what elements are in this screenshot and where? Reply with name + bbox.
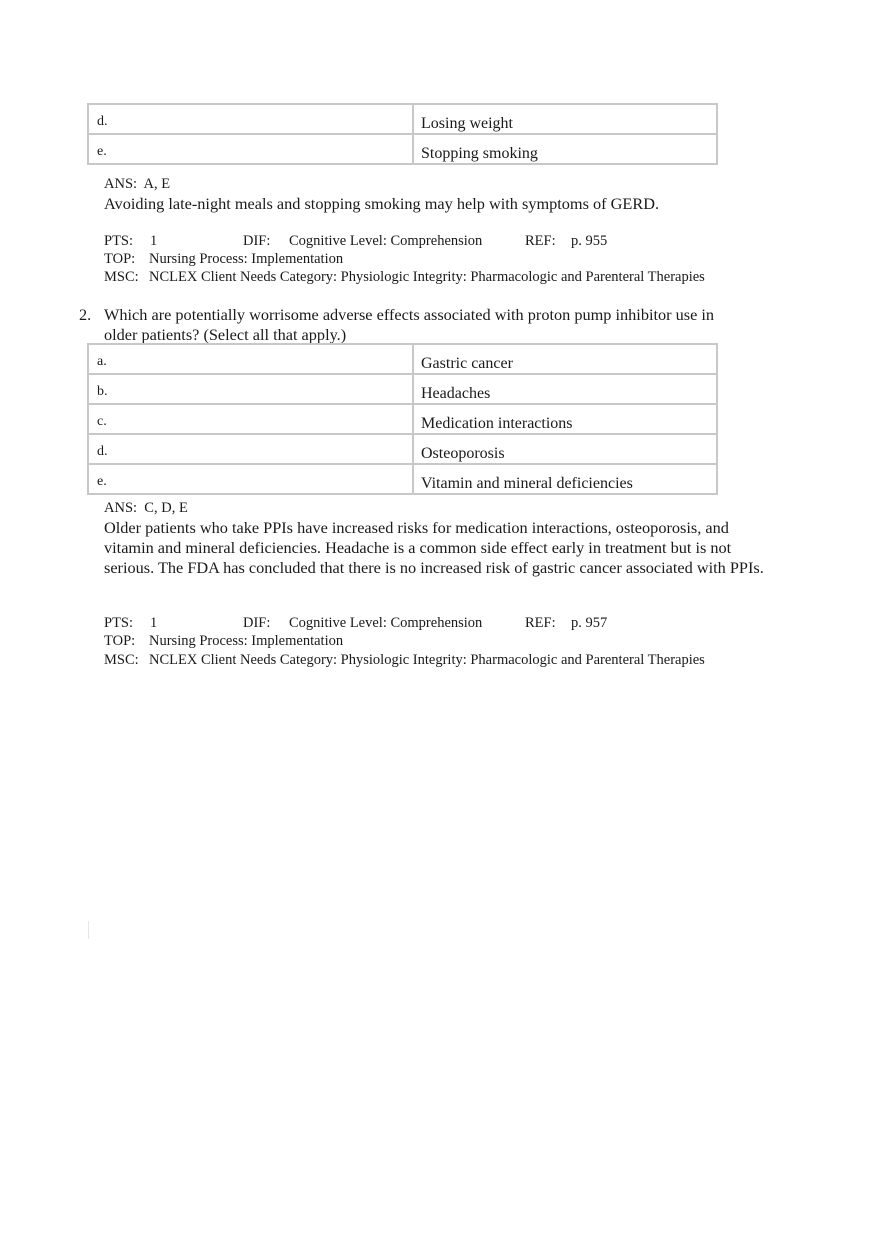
- option-row: [88, 374, 717, 404]
- option-row: [88, 344, 717, 374]
- option-text: Vitamin and mineral deficiencies: [413, 464, 717, 494]
- option-letter: c.: [88, 404, 413, 434]
- option-row: [88, 404, 717, 434]
- msc-label: MSC:: [104, 269, 139, 285]
- q2-options-table: [87, 343, 718, 495]
- ref-value: p. 955: [571, 233, 608, 249]
- ref-label: REF:: [525, 233, 556, 249]
- answer-value: A, E: [143, 176, 171, 192]
- option-letter: e.: [88, 464, 413, 494]
- option-text: Losing weight: [413, 104, 717, 134]
- q1-answer: [104, 176, 170, 193]
- faint-divider-line: [88, 921, 89, 939]
- option-text: Medication interactions: [413, 404, 717, 434]
- pts-value: 1: [150, 615, 158, 631]
- option-text: Stopping smoking: [413, 134, 717, 164]
- q2-number: 2.: [79, 305, 92, 324]
- option-letter: a.: [88, 344, 413, 374]
- q2-answer: [104, 500, 188, 517]
- dif-value: Cognitive Level: Comprehension: [289, 615, 483, 631]
- msc-label: MSC:: [104, 652, 139, 668]
- option-row: [88, 104, 717, 134]
- q1-options-table: [87, 103, 718, 165]
- option-text: Osteoporosis: [413, 434, 717, 464]
- pts-label: PTS:: [104, 233, 134, 249]
- option-letter: b.: [88, 374, 413, 404]
- top-label: TOP:: [104, 251, 136, 267]
- q1-meta-line1: [104, 233, 607, 250]
- q2-stem-line1: Which are potentially worrisome adverse effects associated with proton pump inhibitor use in: [104, 305, 715, 324]
- dif-value: Cognitive Level: Comprehension: [289, 233, 483, 249]
- q1-meta-top: [104, 251, 343, 268]
- q2-rationale: Older patients who take PPIs have increased risks for medication interactions, osteoporosis, and vitamin and mineral deficiencies. Headache is a common side effect early in treatment but is not serious. The FDA has concluded that there is no increased risk of gastric cancer associated with PPIs.: [104, 518, 764, 577]
- dif-label: DIF:: [243, 233, 271, 249]
- top-label: TOP:: [104, 633, 136, 649]
- answer-label: ANS:: [104, 176, 138, 192]
- option-text: Headaches: [413, 374, 717, 404]
- q2-meta-top: [104, 633, 343, 650]
- q1-rationale: Avoiding late-night meals and stopping smoking may help with symptoms of GERD.: [104, 194, 660, 213]
- pts-value: 1: [150, 233, 158, 249]
- option-letter: e.: [88, 134, 413, 164]
- option-letter: d.: [88, 104, 413, 134]
- q2-meta-msc: [104, 652, 705, 669]
- dif-label: DIF:: [243, 615, 271, 631]
- ref-value: p. 957: [571, 615, 608, 631]
- pts-label: PTS:: [104, 615, 134, 631]
- top-value: Nursing Process: Implementation: [149, 251, 344, 267]
- answer-value: C, D, E: [144, 500, 188, 516]
- top-value: Nursing Process: Implementation: [149, 633, 344, 649]
- msc-value: NCLEX Client Needs Category: Physiologic Integrity: Pharmacologic and Parenteral Therapies: [149, 269, 705, 285]
- option-text: Gastric cancer: [413, 344, 717, 374]
- option-row: [88, 434, 717, 464]
- option-letter: d.: [88, 434, 413, 464]
- msc-value: NCLEX Client Needs Category: Physiologic Integrity: Pharmacologic and Parenteral Therapies: [149, 652, 705, 668]
- q2-meta-line1: [104, 615, 607, 632]
- option-row: [88, 134, 717, 164]
- q1-meta-msc: [104, 269, 705, 286]
- ref-label: REF:: [525, 615, 556, 631]
- option-row: [88, 464, 717, 494]
- q2-stem-line2: older patients? (Select all that apply.): [104, 325, 347, 344]
- answer-label: ANS:: [104, 500, 138, 516]
